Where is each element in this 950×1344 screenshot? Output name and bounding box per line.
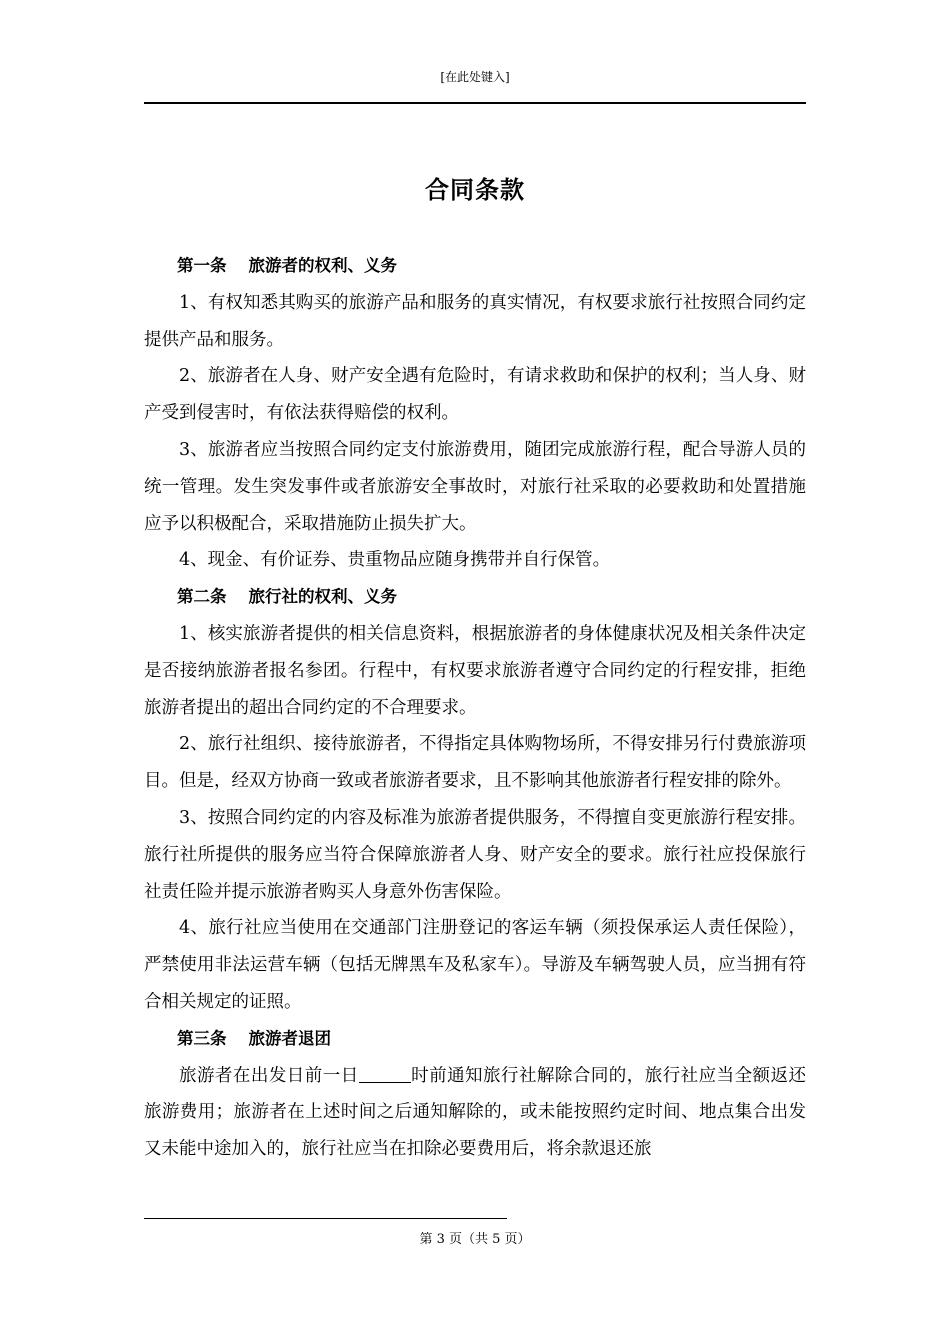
- article-2-item-3: 3、按照合同约定的内容及标准为旅游者提供服务，不得擅自变更旅游行程安排。旅行社所提供的服务应当符合保障旅游者人身、财产安全的要求。旅行社应投保旅行社责任险并提示旅游者购买人身意外伤害保险。: [144, 807, 806, 902]
- article-3-paragraph: [144, 1058, 806, 1168]
- page-header: [在此处键入]: [440, 70, 510, 84]
- article-1-title: 旅游者的权利、义务: [248, 256, 397, 275]
- article-2-item-4: 4、旅行社应当使用在交通部门注册登记的客运车辆（须投保承运人责任保险），严禁使用非法运营车辆（包括无牌黑车及私家车）。导游及车辆驾驶人员，应当拥有符合相关规定的证照。: [144, 918, 806, 1012]
- page-footer: 第 3 页（共 5 页）: [419, 1232, 531, 1247]
- article-3-number: 第三条: [177, 1028, 227, 1048]
- article-3-heading: [144, 1021, 806, 1058]
- article-2-item-1: 1、核实旅游者提供的相关信息资料，根据旅游者的身体健康状况及相关条件决定是否接纳旅游者报名参团。行程中，有权要求旅游者遵守合同约定的行程安排，拒绝旅游者提出的超出合同约定的不合理要求。: [144, 623, 806, 718]
- article-3-text-after: 时前通知旅行社解除合同的，旅行社应当全额返还旅游费用；旅游者在上述时间之后通知解除的，或未能按照约定时间、地点集合出发又未能中途加入的，旅行社应当在扣除必要费用后，将余款退还旅: [144, 1065, 806, 1160]
- article-3-text-before: 旅游者在出发日前一日: [179, 1065, 359, 1086]
- header-rule: [144, 102, 806, 104]
- contract-body: [144, 248, 806, 1168]
- article-2-heading: [144, 579, 806, 616]
- article-1-item-2: 2、旅游者在人身、财产安全遇有危险时，有请求救助和保护的权利；当人身、财产受到侵害时，有依法获得赔偿的权利。: [144, 366, 806, 424]
- article-3-title: 旅游者退团: [248, 1028, 331, 1048]
- fill-in-blank: [359, 1066, 411, 1083]
- article-2-number: 第二条: [177, 587, 227, 607]
- article-1-item-3: 3、旅游者应当按照合同约定支付旅游费用，随团完成旅游行程，配合导游人员的统一管理。发生突发事件或者旅游安全事故时，对旅行社采取的必要救助和处置措施应予以积极配合，采取措施防止损失扩大。: [144, 439, 806, 534]
- article-1-number: 第一条: [177, 256, 227, 275]
- article-1-item-4: 4、现金、有价证券、贵重物品应随身携带并自行保管。: [179, 550, 611, 571]
- article-2-title: 旅行社的权利、义务: [248, 587, 397, 607]
- article-1-heading: [144, 248, 806, 285]
- document-title: 合同条款: [425, 176, 525, 204]
- footer-rule: [144, 1218, 507, 1219]
- article-2-item-2: 2、旅行社组织、接待旅游者，不得指定具体购物场所，不得安排另行付费旅游项目。但是，经双方协商一致或者旅游者要求，且不影响其他旅游者行程安排的除外。: [144, 734, 806, 792]
- article-1-item-1: 1、有权知悉其购买的旅游产品和服务的真实情况，有权要求旅行社按照合同约定提供产品和服务。: [144, 292, 806, 350]
